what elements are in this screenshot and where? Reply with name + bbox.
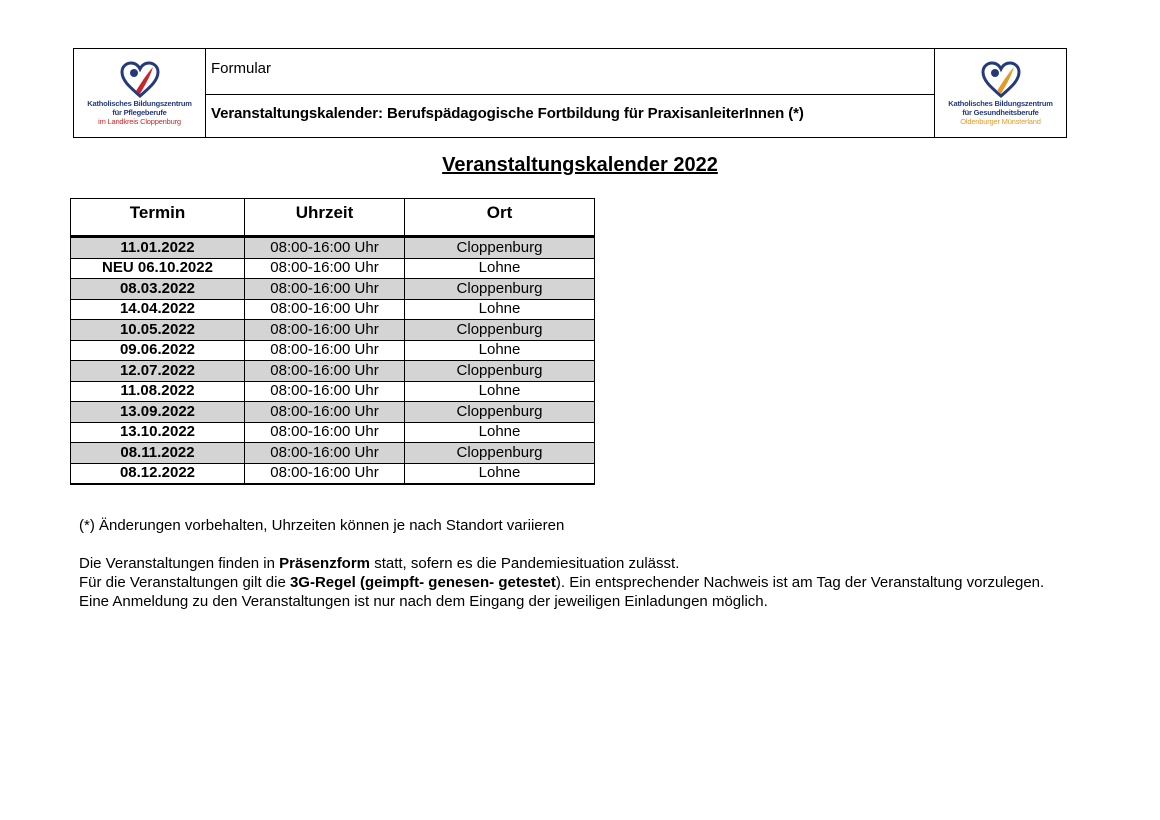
note-registration: Eine Anmeldung zu den Veranstaltungen ist nur nach dem Eingang der jeweiligen Einladungen möglich. [79, 593, 768, 610]
note-format [79, 554, 1079, 573]
note-3g-rule [79, 573, 1079, 592]
logo-right-line3: Oldenburger Münsterland [960, 116, 1041, 126]
cell-place: Lohne [405, 422, 595, 443]
cell-time: 08:00-16:00 Uhr [245, 422, 405, 443]
column-header-uhrzeit: Uhrzeit [245, 199, 405, 237]
cell-date: 11.01.2022 [71, 237, 245, 259]
document-title: Veranstaltungskalender: Berufspädagogische Fortbildung für PraxisanleiterInnen (*) [211, 105, 804, 122]
logo-right-line1: Katholisches Bildungszentrum [948, 98, 1053, 108]
table-row [71, 299, 595, 320]
column-header-ort: Ort [405, 199, 595, 237]
document-header [73, 48, 1067, 138]
table-row [71, 422, 595, 443]
note-3g-pre: Für die Veranstaltungen gilt die [79, 574, 290, 591]
form-label: Formular [206, 49, 934, 95]
logo-left [74, 49, 206, 137]
note-format-bold: Präsenzform [279, 555, 371, 572]
table-row [71, 320, 595, 341]
note-3g-bold: 3G-Regel (geimpft- genesen- getestet [289, 574, 556, 591]
logo-left-line3: im Landkreis Cloppenburg [98, 116, 181, 126]
logo-right-line2: für Gesundheitsberufe [962, 107, 1039, 117]
cell-date: 13.09.2022 [71, 402, 245, 423]
logo-left-line1: Katholisches Bildungszentrum [87, 98, 192, 108]
table-row [71, 340, 595, 361]
table-row [71, 258, 595, 279]
notes-section [79, 516, 1079, 611]
table-row [71, 443, 595, 464]
cell-time: 08:00-16:00 Uhr [245, 340, 405, 361]
cell-place: Lohne [405, 299, 595, 320]
table-row [71, 237, 595, 259]
cell-place: Cloppenburg [405, 361, 595, 382]
cell-date: NEU 06.10.2022 [71, 258, 245, 279]
header-center [206, 49, 934, 137]
cell-date: 12.07.2022 [71, 361, 245, 382]
logo-left-line2: für Pflegeberufe [112, 107, 167, 117]
table-row [71, 279, 595, 300]
heart-logo-icon [980, 61, 1022, 99]
disclaimer-note: (*) Änderungen vorbehalten, Uhrzeiten können je nach Standort variieren [79, 517, 565, 534]
logo-right [934, 49, 1066, 137]
cell-place: Cloppenburg [405, 237, 595, 259]
cell-time: 08:00-16:00 Uhr [245, 299, 405, 320]
cell-date: 08.12.2022 [71, 463, 245, 484]
schedule-table [70, 198, 595, 485]
cell-date: 08.03.2022 [71, 279, 245, 300]
table-row [71, 361, 595, 382]
note-format-pre: Die Veranstaltungen finden in [79, 555, 280, 572]
cell-place: Cloppenburg [405, 279, 595, 300]
cell-time: 08:00-16:00 Uhr [245, 258, 405, 279]
cell-place: Lohne [405, 340, 595, 361]
cell-date: 09.06.2022 [71, 340, 245, 361]
cell-place: Cloppenburg [405, 402, 595, 423]
cell-date: 08.11.2022 [71, 443, 245, 464]
cell-time: 08:00-16:00 Uhr [245, 402, 405, 423]
cell-time: 08:00-16:00 Uhr [245, 463, 405, 484]
cell-place: Cloppenburg [405, 443, 595, 464]
cell-date: 10.05.2022 [71, 320, 245, 341]
cell-time: 08:00-16:00 Uhr [245, 443, 405, 464]
cell-place: Lohne [405, 258, 595, 279]
cell-place: Lohne [405, 463, 595, 484]
table-row [71, 381, 595, 402]
cell-time: 08:00-16:00 Uhr [245, 381, 405, 402]
note-3g-post: ). Ein entsprechender Nachweis ist am Tag der Veranstaltung vorzulegen. [555, 574, 1045, 591]
cell-place: Cloppenburg [405, 320, 595, 341]
cell-date: 14.04.2022 [71, 299, 245, 320]
page-title: Veranstaltungskalender 2022 [442, 154, 718, 176]
cell-place: Lohne [405, 381, 595, 402]
cell-time: 08:00-16:00 Uhr [245, 320, 405, 341]
column-header-termin: Termin [71, 199, 245, 237]
cell-time: 08:00-16:00 Uhr [245, 361, 405, 382]
table-row [71, 463, 595, 484]
table-row [71, 402, 595, 423]
heart-logo-icon [119, 61, 161, 99]
table-header-row [71, 199, 595, 237]
note-format-post: statt, sofern es die Pandemiesituation zulässt. [370, 555, 680, 572]
cell-date: 11.08.2022 [71, 381, 245, 402]
cell-date: 13.10.2022 [71, 422, 245, 443]
cell-time: 08:00-16:00 Uhr [245, 237, 405, 259]
cell-time: 08:00-16:00 Uhr [245, 279, 405, 300]
